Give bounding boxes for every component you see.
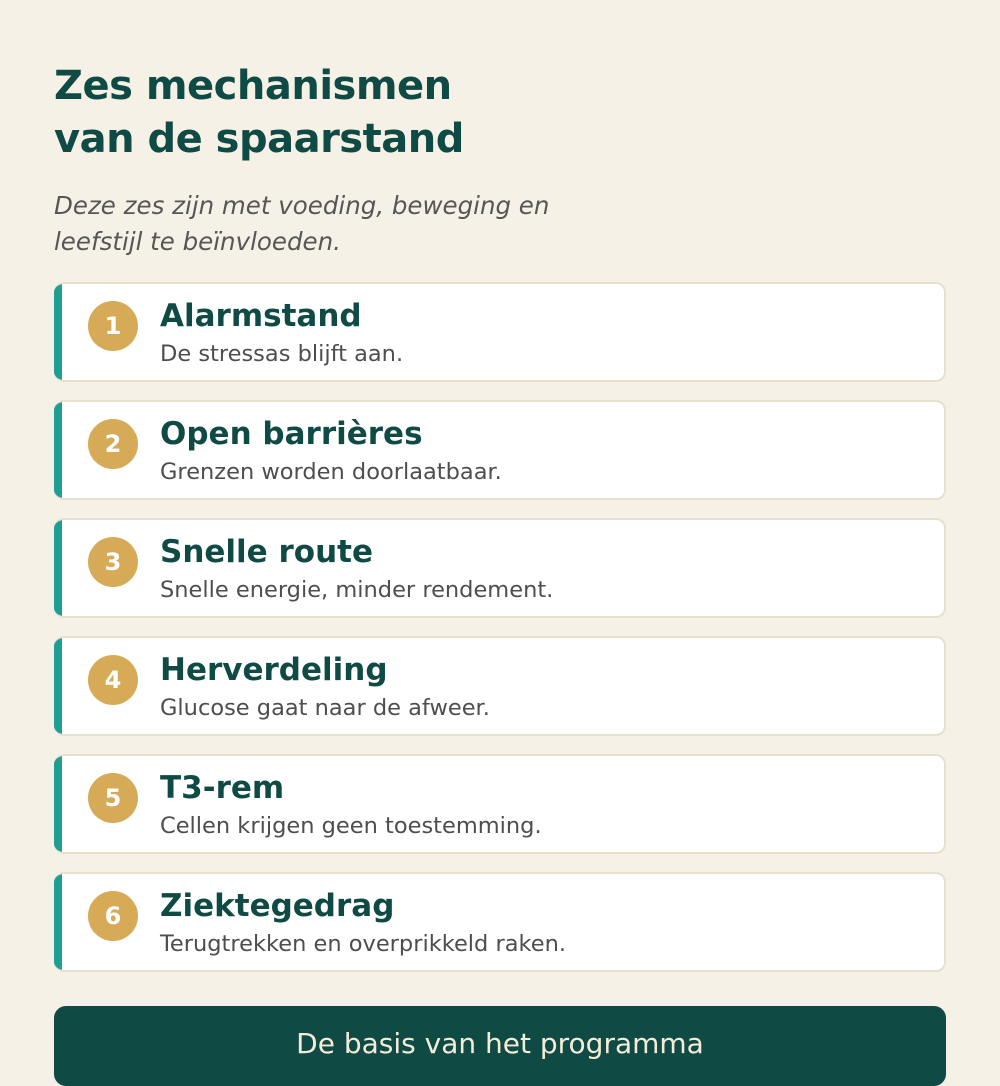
page-title-line-1: Zes mechanismen (54, 63, 452, 109)
mechanism-title: Ziektegedrag (160, 888, 395, 924)
number-badge: 2 (88, 419, 138, 469)
mechanism-list (54, 282, 946, 990)
number-badge: 3 (88, 537, 138, 587)
mechanism-card-4 (54, 636, 946, 736)
mechanism-card-6 (54, 872, 946, 972)
number-badge: 4 (88, 655, 138, 705)
number-badge: 6 (88, 891, 138, 941)
mechanism-description: Cellen krijgen geen toestemming. (160, 813, 542, 839)
page-title-line-2: van de spaarstand (54, 116, 464, 162)
mechanism-card-2 (54, 400, 946, 500)
mechanism-description: Glucose gaat naar de afweer. (160, 695, 490, 721)
mechanism-description: Snelle energie, minder rendement. (160, 577, 554, 603)
mechanism-description: Terugtrekken en overprikkeld raken. (160, 931, 567, 957)
mechanism-title: Open barrières (160, 416, 423, 452)
mechanism-card-5 (54, 754, 946, 854)
number-badge: 1 (88, 301, 138, 351)
header (54, 60, 754, 260)
page-subtitle: Deze zes zijn met voeding, beweging en leefstijl te beïnvloeden. (54, 191, 550, 256)
mechanism-card-1 (54, 282, 946, 382)
number-badge: 5 (88, 773, 138, 823)
mechanism-description: De stressas blijft aan. (160, 341, 404, 367)
mechanism-title: Herverdeling (160, 652, 388, 688)
mechanism-title: T3-rem (160, 770, 285, 806)
mechanism-description: Grenzen worden doorlaatbaar. (160, 459, 502, 485)
mechanism-title: Alarmstand (160, 298, 362, 334)
mechanism-title: Snelle route (160, 534, 373, 570)
mechanism-card-3 (54, 518, 946, 618)
page-title (54, 60, 754, 166)
program-basis-button[interactable]: De basis van het programma (54, 1006, 946, 1086)
